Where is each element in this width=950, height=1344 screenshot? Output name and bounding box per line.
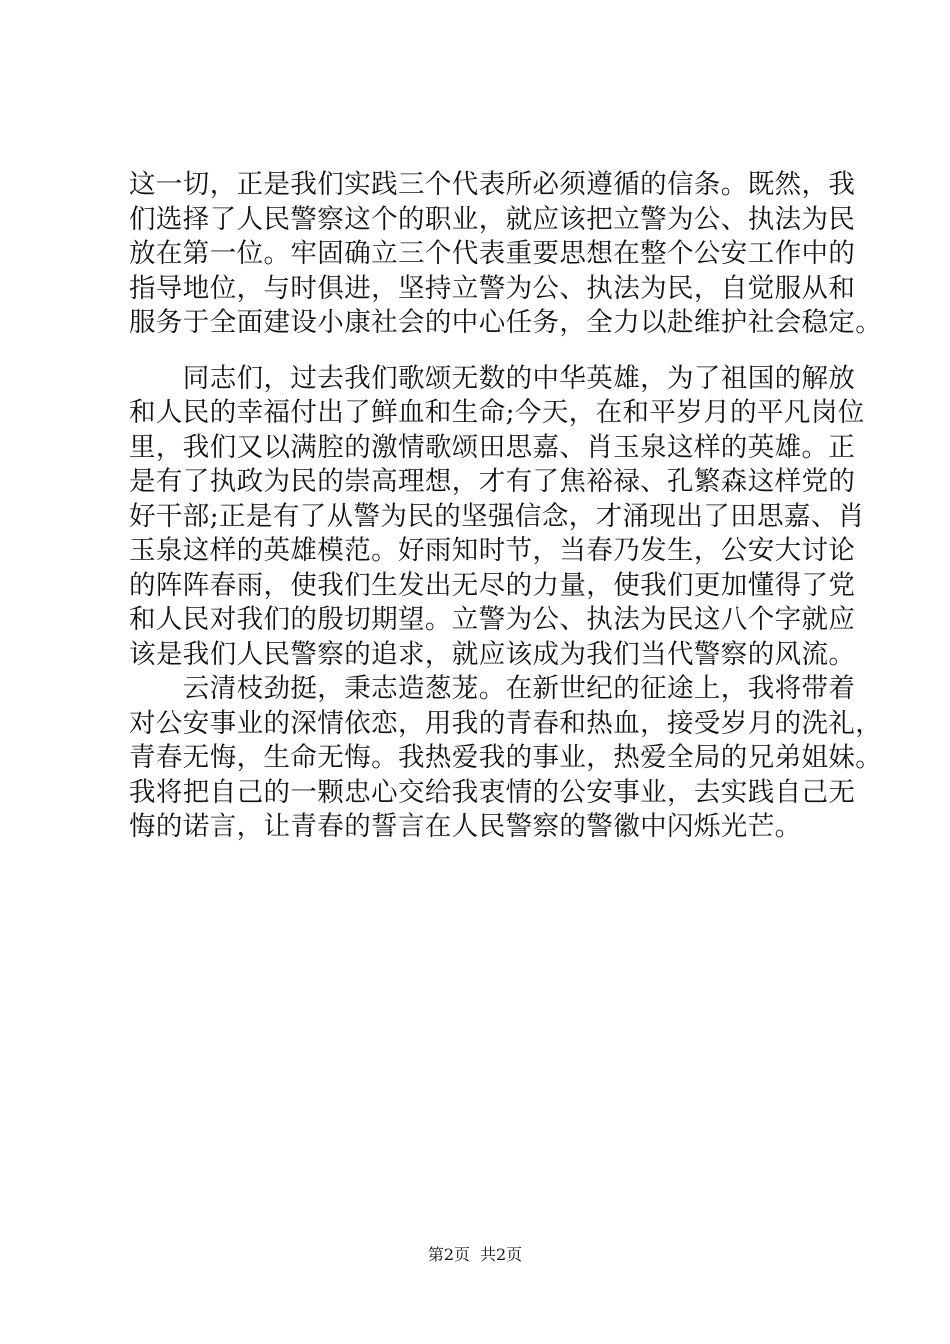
text-line: 好干部;正是有了从警为民的坚强信念，才涌现出了田思嘉、肖 <box>129 500 865 532</box>
text-line: 玉泉这样的英雄模范。好雨知时节，当春乃发生，公安大讨论 <box>129 535 856 566</box>
text-line: 同志们，过去我们歌颂无数的中华英雄，为了祖国的解放 <box>129 362 856 394</box>
document-body <box>129 168 883 845</box>
text-line: 青春无悔，生命无悔。我热爱我的事业，热爱全局的兄弟姐妹。 <box>129 742 883 773</box>
paragraph-1 <box>129 168 883 341</box>
text-line: 对公安事业的深情依恋，用我的青春和热血，接受岁月的洗礼， <box>129 707 883 739</box>
text-line: 和人民对我们的殷切期望。立警为公、执法为民这八个字就应 <box>129 604 856 635</box>
text-line: 这一切，正是我们实践三个代表所必须遵循的信条。既然，我 <box>129 169 856 200</box>
text-line: 是有了执政为民的崇高理想，才有了焦裕禄、孔繁森这样党的 <box>129 466 856 497</box>
text-line: 我将把自己的一颗忠心交给我衷情的公安事业，去实践自己无 <box>129 776 856 808</box>
text-line: 云清枝劲挺，秉志造葱茏。在新世纪的征途上，我将带着 <box>129 673 856 704</box>
text-line: 悔的诺言，让青春的誓言在人民警察的警徽中闪烁光芒。 <box>129 811 802 842</box>
text-line: 的阵阵春雨，使我们生发出无尽的力量，使我们更加懂得了党 <box>129 569 856 601</box>
page-footer <box>0 1245 950 1265</box>
text-line: 和人民的幸福付出了鲜血和生命;今天，在和平岁月的平凡岗位 <box>129 397 865 428</box>
page-total: 共2页 <box>480 1245 523 1264</box>
paragraph-spacer <box>129 341 859 362</box>
text-line: 服务于全面建设小康社会的中心任务，全力以赴维护社会稳定。 <box>129 307 883 338</box>
text-line: 该是我们人民警察的追求，就应该成为我们当代警察的风流。 <box>129 638 856 670</box>
text-line: 们选择了人民警察这个的职业，就应该把立警为公、执法为民 <box>129 203 856 235</box>
text-line: 放在第一位。牢固确立三个代表重要思想在整个公安工作中的 <box>129 238 856 269</box>
text-line: 指导地位，与时俱进，坚持立警为公、执法为民，自觉服从和 <box>129 272 856 304</box>
text-line: 里，我们又以满腔的激情歌颂田思嘉、肖玉泉这样的英雄。正 <box>129 431 856 463</box>
paragraph-3 <box>129 672 883 845</box>
page-number: 第2页 <box>427 1245 470 1264</box>
paragraph-2 <box>129 362 865 673</box>
